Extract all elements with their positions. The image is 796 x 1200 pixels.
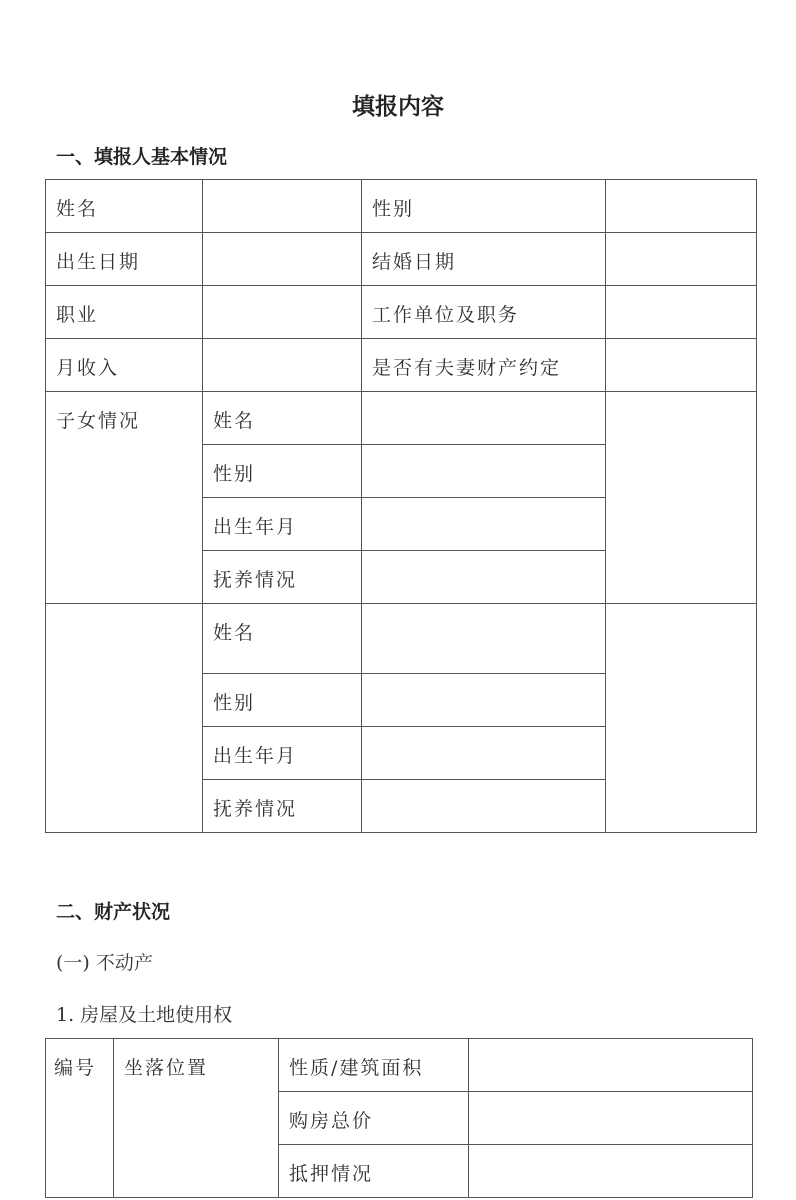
- value-property-agreement[interactable]: [606, 339, 757, 392]
- subheading-housing-land: 1. 房屋及土地使用权: [56, 1004, 233, 1026]
- child2-label-custody: 抚养情况: [203, 780, 362, 833]
- label-marriage-date: 结婚日期: [362, 233, 606, 286]
- section-heading-basic-info: 一、填报人基本情况: [56, 146, 228, 168]
- subheading-real-estate: (一) 不动产: [56, 952, 153, 974]
- child1-value-birth-month[interactable]: [362, 498, 606, 551]
- value-employer-position[interactable]: [606, 286, 757, 339]
- value-monthly-income[interactable]: [203, 339, 362, 392]
- label-monthly-income: 月收入: [46, 339, 203, 392]
- value-nature-area[interactable]: [469, 1039, 753, 1092]
- child2-extra-cell: [606, 604, 757, 833]
- label-employer-position: 工作单位及职务: [362, 286, 606, 339]
- label-total-price: 购房总价: [279, 1092, 469, 1145]
- child1-value-gender[interactable]: [362, 445, 606, 498]
- value-mortgage[interactable]: [469, 1145, 753, 1198]
- child2-label-gender: 性别: [203, 674, 362, 727]
- label-mortgage: 抵押情况: [279, 1145, 469, 1198]
- child1-value-name[interactable]: [362, 392, 606, 445]
- label-property-agreement: 是否有夫妻财产约定: [362, 339, 606, 392]
- child2-value-gender[interactable]: [362, 674, 606, 727]
- label-occupation: 职业: [46, 286, 203, 339]
- value-gender[interactable]: [606, 180, 757, 233]
- child2-value-name[interactable]: [362, 604, 606, 674]
- child2-label-name: 姓名: [203, 604, 362, 674]
- value-total-price[interactable]: [469, 1092, 753, 1145]
- child1-label-name: 姓名: [203, 392, 362, 445]
- value-marriage-date[interactable]: [606, 233, 757, 286]
- label-birth-date: 出生日期: [46, 233, 203, 286]
- housing-table: [45, 1038, 753, 1198]
- child1-label-gender: 性别: [203, 445, 362, 498]
- child2-value-custody[interactable]: [362, 780, 606, 833]
- value-birth-date[interactable]: [203, 233, 362, 286]
- value-occupation[interactable]: [203, 286, 362, 339]
- section-heading-property: 二、财产状况: [56, 901, 171, 923]
- label-gender: 性别: [362, 180, 606, 233]
- child2-value-birth-month[interactable]: [362, 727, 606, 780]
- label-nature-area: 性质/建筑面积: [279, 1039, 469, 1092]
- value-name[interactable]: [203, 180, 362, 233]
- child1-label-custody: 抚养情况: [203, 551, 362, 604]
- page-title: 填报内容: [352, 94, 444, 120]
- label-location: 坐落位置: [114, 1039, 279, 1198]
- basic-info-table: [45, 179, 757, 833]
- child1-label-birth-month: 出生年月: [203, 498, 362, 551]
- child1-value-custody[interactable]: [362, 551, 606, 604]
- label-number: 编号: [46, 1039, 114, 1198]
- label-children: 子女情况: [46, 392, 203, 604]
- child2-group-cell: [46, 604, 203, 833]
- child2-label-birth-month: 出生年月: [203, 727, 362, 780]
- label-name: 姓名: [46, 180, 203, 233]
- child1-extra-cell: [606, 392, 757, 604]
